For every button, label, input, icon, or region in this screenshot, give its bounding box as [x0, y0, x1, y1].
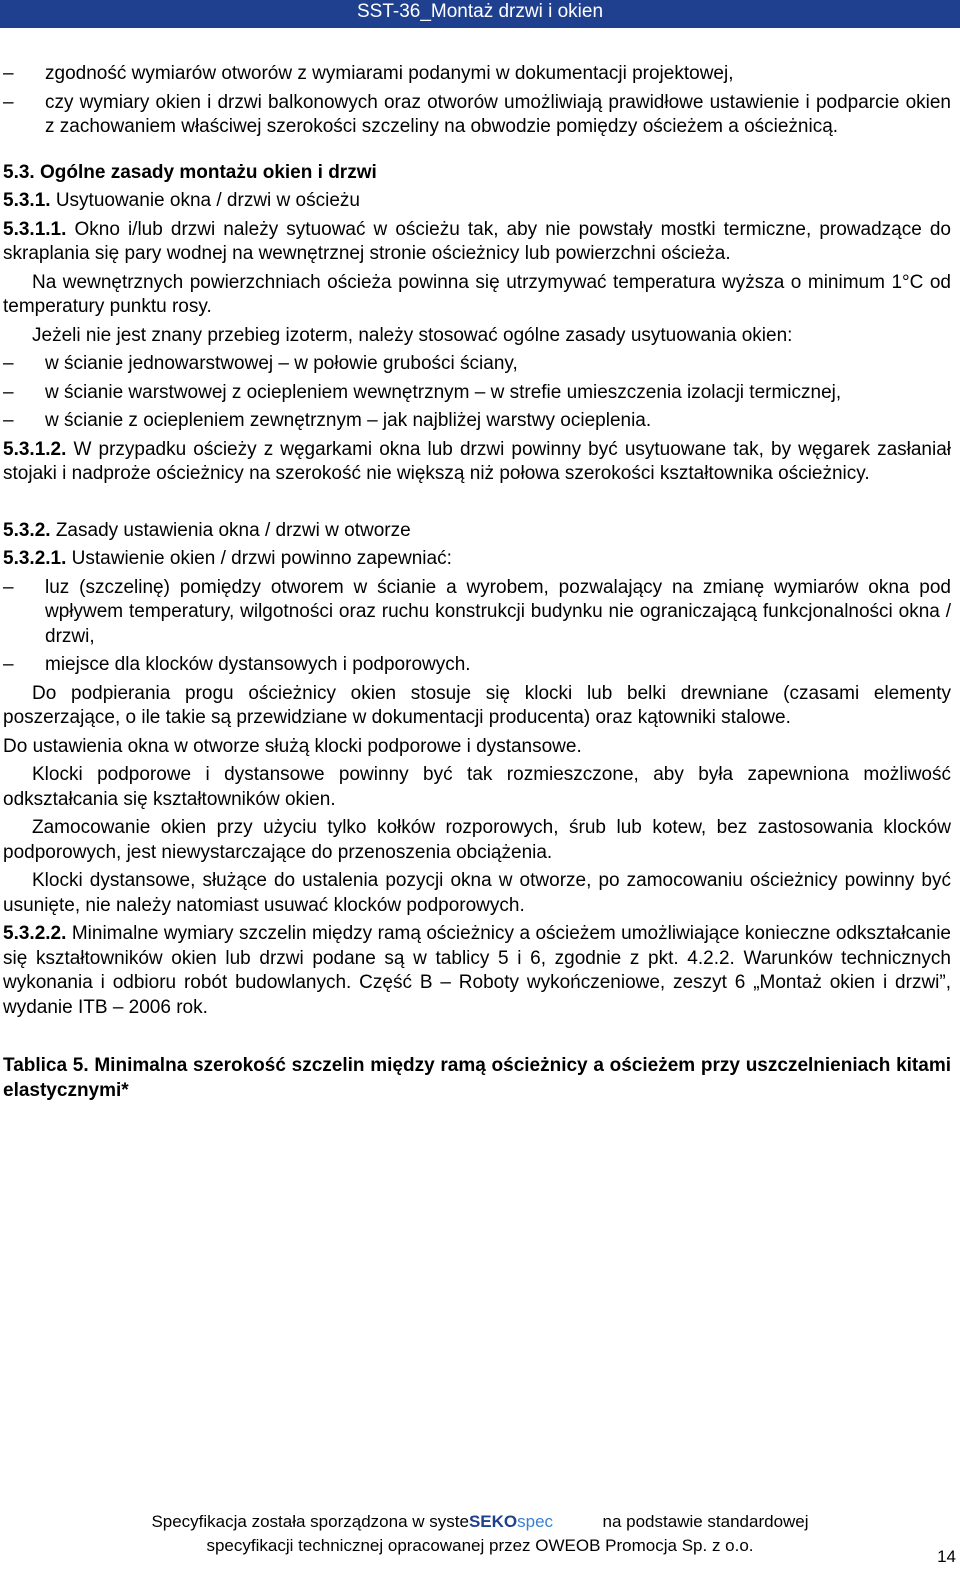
page-number: 14 [937, 1547, 956, 1566]
paragraph-threshold: Do podpierania progu ościeżnicy okien stosuje się klocki lub belki drewniane (czasami elementy poszerzające, o ile takie są przewidziane w dokumentacji producenta) oraz kątowniki stalowe. [3, 682, 951, 728]
logo-text-seko: SEKO [468, 1512, 518, 1531]
list-item [3, 91, 951, 140]
footer-line-1 [0, 1510, 960, 1534]
paragraph-text: Ustawienie okien / drzwi powinno zapewniać: [71, 548, 452, 569]
dash-bullet: – [3, 353, 14, 374]
list-item [3, 653, 951, 678]
dash-bullet: – [3, 410, 14, 431]
page-content [3, 62, 951, 1103]
list-item-text: luz (szczelinę) pomiędzy otworem w ścianie a wyrobem, pozwalający na zmianę wymiarów okna pod wpływem temperatury, wilgotności oraz ruchu konstrukcji budynku nie ograniczającą funkcjonalności okna / drzwi, [45, 576, 951, 647]
list-item [3, 409, 951, 434]
table-caption: Tablica 5. Minimalna szerokość szczelin między ramą ościeżnicy a ościeżem przy uszczelnieniach kitami elastycznymi* [3, 1055, 951, 1101]
footer-line-2: specyfikacji technicznej opracowanej przez OWEOB Promocja Sp. z o.o. [206, 1536, 754, 1555]
section-number: 5.3.2.2. [3, 923, 67, 944]
list-item-text: w ścianie warstwowej z ociepleniem wewnętrznym – w strefie umieszczenia izolacji termicznej, [45, 381, 842, 403]
sekospec-logo [469, 1512, 553, 1531]
page-footer [0, 1510, 960, 1558]
section-number: 5.3.2. [3, 519, 51, 541]
list-item-text: zgodność wymiarów otworów z wymiarami podanymi w dokumentacji projektowej, [45, 63, 734, 84]
paragraph-5-3-2-1 [3, 547, 951, 572]
dash-bullet: – [3, 63, 14, 84]
list-item-text: czy wymiary okien i drzwi balkonowych oraz otworów umożliwiają prawidłowe ustawienie i podparcie okien z zachowaniem właściwej szerokości szczeliny na obwodzie pomiędzy ościeżem a ościeżnicą. [45, 91, 951, 137]
section-number: 5.3.1.1. [3, 218, 67, 240]
section-number: 5.3.2.1. [3, 548, 67, 569]
paragraph-5-3-1-2 [3, 438, 951, 487]
paragraph-5-3-1-1 [3, 218, 951, 267]
subsection-heading-5-3-1 [3, 189, 951, 214]
paragraph-spacer-blocks: Klocki dystansowe, służące do ustalenia pozycji okna w otworze, po zamocowaniu ościeżnicy powinny być usunięte, nie należy natomiast usuwać klocków podporowych. [3, 870, 951, 916]
paragraph-text: Okno i/lub drzwi należy sytuować w ościeżu tak, aby nie powstały mostki termiczne, prowadzące do skraplania się pary wodnej na wewnętrznej stronie ościeżnicy lub powierzchni ościeża. [3, 218, 952, 264]
footer-text: Specyfikacja została sporządzona w syste [151, 1512, 469, 1531]
dash-bullet: – [3, 91, 14, 113]
subsection-heading-5-3-2 [3, 519, 951, 544]
section-number: 5.3.1. [3, 190, 51, 211]
section-title: Usytuowanie okna / drzwi w ościeżu [55, 190, 360, 211]
dash-bullet: – [3, 654, 14, 675]
logo-text-spec: spec [517, 1512, 554, 1531]
list-item [3, 62, 951, 87]
dash-bullet: – [3, 381, 14, 403]
header-title: SST-36_Montaż drzwi i okien [356, 1, 604, 22]
paragraph-5-3-2-2 [3, 922, 951, 1020]
paragraph-text: W przypadku ościeży z węgarkami okna lub drzwi powinny być usytuowane tak, by węgarek zasłaniał stojaki i nadproże ościeżnicy na szerokość nie większą niż połowa szerokości kształtownika ościeżnicy. [3, 438, 951, 484]
section-heading-5-3: 5.3. Ogólne zasady montażu okien i drzwi [3, 161, 377, 183]
page-header [0, 0, 960, 28]
list-item [3, 576, 951, 650]
paragraph-temperature: Na wewnętrznych powierzchniach ościeża powinna się utrzymywać temperatura wyższa o minimum 1°C od temperatury punktu rosy. [3, 271, 951, 317]
paragraph-izoterm: Jeżeli nie jest znany przebieg izoterm, należy stosować ogólne zasady usytuowania okien: [32, 324, 793, 346]
list-item-text: w ścianie jednowarstwowej – w połowie grubości ściany, [45, 353, 518, 374]
section-number: 5.3.1.2. [3, 438, 67, 460]
list-item-text: w ścianie z ociepleniem zewnętrznym – jak najbliżej warstwy ocieplenia. [45, 410, 652, 431]
list-item [3, 352, 951, 377]
footer-text: na podstawie standardowej [602, 1512, 809, 1531]
list-item [3, 381, 951, 406]
section-title: Zasady ustawienia okna / drzwi w otworze [55, 519, 411, 541]
list-item-text: miejsce dla klocków dystansowych i podporowych. [45, 654, 471, 675]
paragraph-text: Minimalne wymiary szczelin między ramą ościeżnicy a ościeżem umożliwiające konieczne odkształcanie się kształtowników okien lub drzwi podane są w tablicy 5 i 6, zgodnie z pkt. 4.2.2. Warunków technicznych wykonania i odbioru robót budowlanych. Część B – Roboty wykończeniowe, zeszyt 6 „Montaż okien i drzwi”, wydanie ITB – 2006 rok. [3, 923, 951, 1018]
paragraph-support-blocks: Klocki podporowe i dystansowe powinny być tak rozmieszczone, aby była zapewniona możliwość odkształcania się kształtowników okien. [3, 764, 951, 810]
dash-bullet: – [3, 576, 14, 598]
paragraph-fastening: Zamocowanie okien przy użyciu tylko kołków rozporowych, śrub lub kotew, bez zastosowania klocków podporowych, jest niewystarczające do przenoszenia obciążenia. [3, 817, 951, 863]
paragraph-setting-blocks: Do ustawienia okna w otworze służą klocki podporowe i dystansowe. [3, 735, 582, 757]
